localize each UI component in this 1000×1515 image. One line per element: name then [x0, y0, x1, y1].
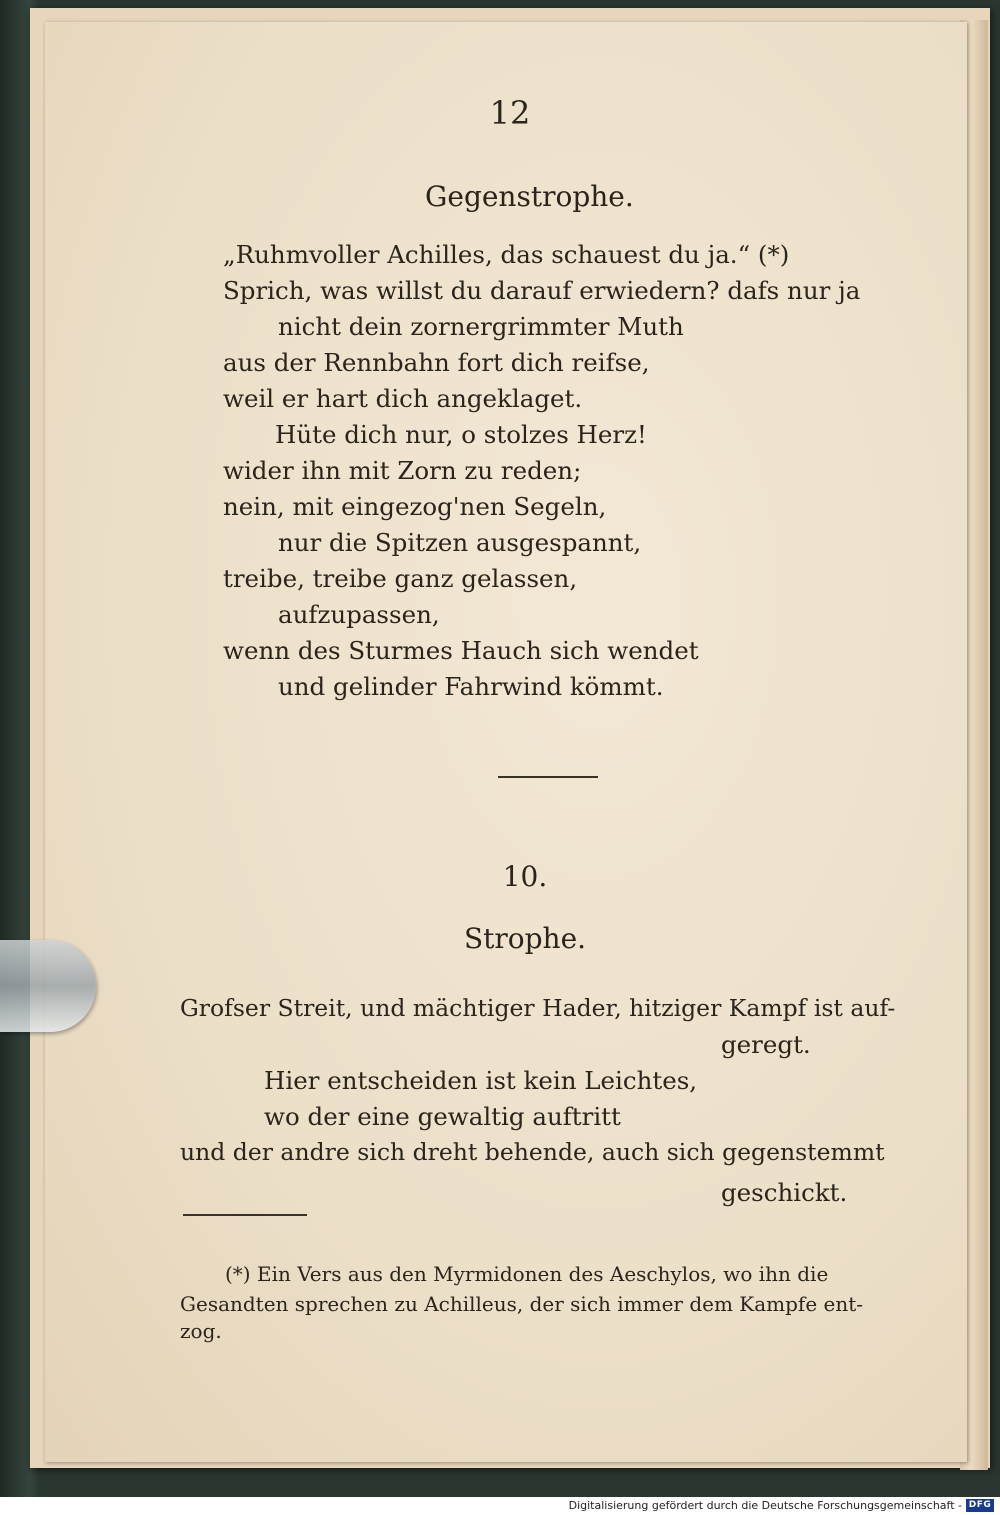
- verse-line: Hier entscheiden ist kein Leichtes,: [264, 1066, 698, 1095]
- page-number: 12: [489, 94, 531, 132]
- footer-bar: [0, 1497, 1000, 1515]
- verse-line: geregt.: [721, 1030, 811, 1059]
- verse-line: nein, mit eingezog'nen Segeln,: [223, 492, 607, 521]
- strophe-heading: Strophe.: [463, 922, 587, 955]
- paper-clip: [0, 940, 96, 1032]
- book-page: [45, 22, 967, 1462]
- gegenstrophe-heading: Gegenstrophe.: [425, 180, 634, 213]
- verse-line: nur die Spitzen ausgespannt,: [278, 528, 642, 557]
- verse-line: „Ruhmvoller Achilles, das schauest du ja.“ (*): [223, 240, 790, 269]
- verse-line: nicht dein zornergrimmter Muth: [278, 312, 684, 341]
- verse-line: Grofser Streit, und mächtiger Hader, hitziger Kampf ist auf-: [180, 994, 896, 1022]
- verse-line: aus der Rennbahn fort dich reifse,: [223, 348, 650, 377]
- verse-line: geschickt.: [721, 1178, 848, 1207]
- verse-line: wider ihn mit Zorn zu reden;: [223, 456, 582, 485]
- footnote-line: Gesandten sprechen zu Achilleus, der sich immer dem Kampfe ent-: [180, 1292, 864, 1316]
- footnote-line: (*) Ein Vers aus den Myrmidonen des Aeschylos, wo ihn die: [225, 1262, 829, 1286]
- verse-line: Sprich, was willst du darauf erwiedern? dafs nur ja: [223, 276, 861, 305]
- verse-line: treibe, treibe ganz gelassen,: [223, 564, 578, 593]
- section-divider: [498, 776, 598, 778]
- verse-line: wenn des Sturmes Hauch sich wendet: [223, 636, 699, 665]
- page-text: [45, 22, 967, 1462]
- verse-line: weil er hart dich angeklaget.: [223, 384, 583, 413]
- verse-line: wo der eine gewaltig auftritt: [264, 1102, 621, 1131]
- footnote-line: zog.: [180, 1319, 222, 1343]
- footnote-divider: [183, 1214, 307, 1216]
- dfg-logo: DFG: [966, 1499, 994, 1512]
- verse-line: Hüte dich nur, o stolzes Herz!: [275, 420, 647, 449]
- verse-line: aufzupassen,: [278, 600, 440, 629]
- verse-line: und gelinder Fahrwind kömmt.: [278, 672, 664, 701]
- verse-line: und der andre sich dreht behende, auch sich gegenstemmt: [180, 1138, 885, 1166]
- section-number: 10.: [502, 860, 548, 893]
- digitization-credit: Digitalisierung gefördert durch die Deutsche Forschungsgemeinschaft -: [568, 1499, 962, 1512]
